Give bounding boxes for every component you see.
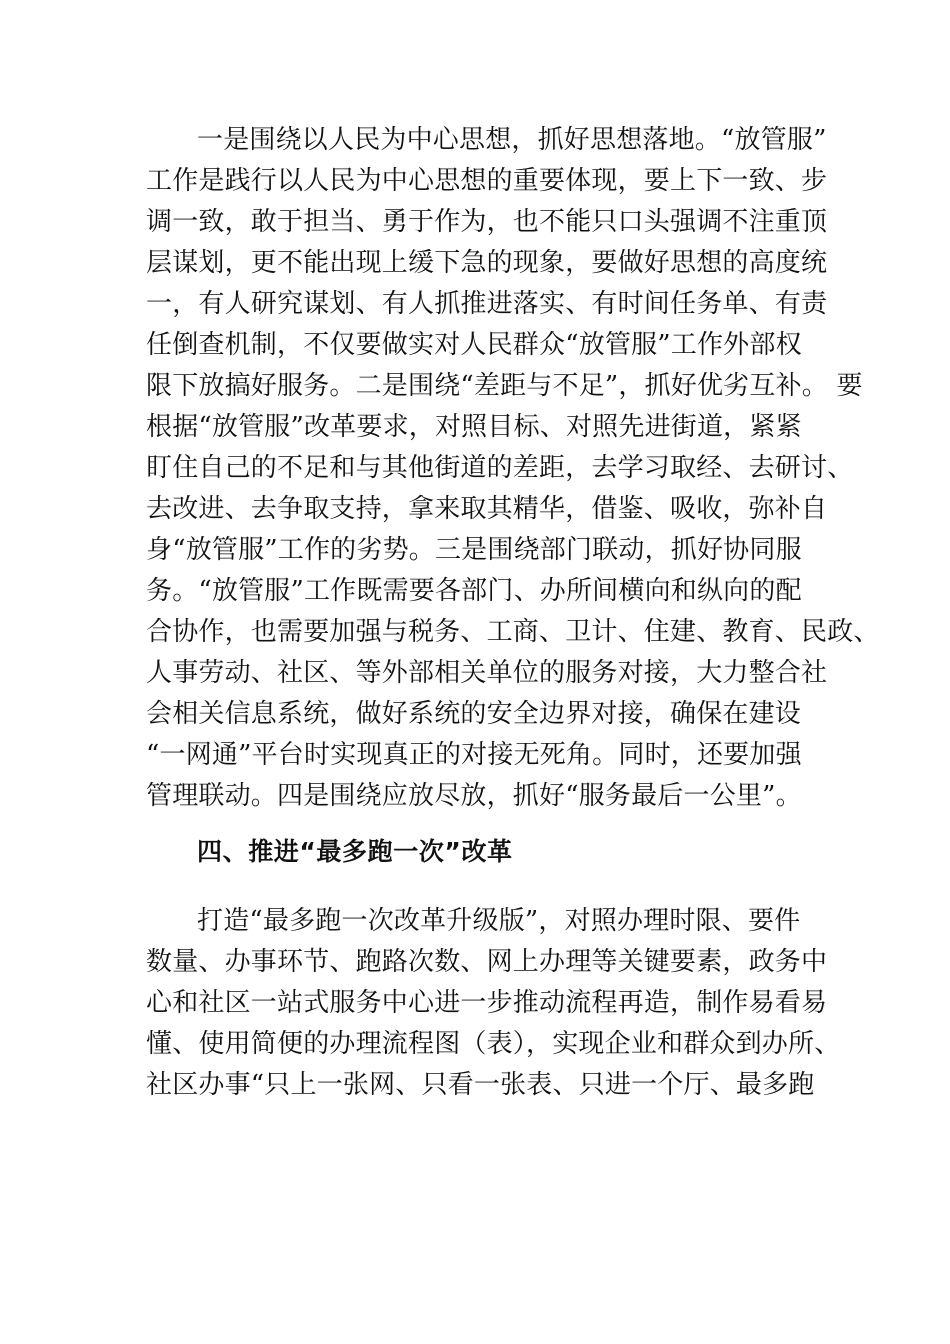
paragraph-line: 懂、使用简便的办理流程图（表），实现企业和群众到办所、 — [146, 1029, 841, 1059]
paragraph-line: 工作是践行以人民为中心思想的重要体现，要上下一致、步 — [146, 166, 828, 196]
paragraph-line: 打造“最多跑一次改革升级版”，对照办理时限、要件 — [197, 906, 801, 936]
paragraph-line: 限下放搞好服务。二是围绕“差距与不足”，抓好优劣互补。 要 — [146, 371, 863, 401]
paragraph-line: 数量、办事环节、跑路次数、网上办理等关键要素，政务中 — [146, 947, 828, 977]
paragraph-line: 任倒查机制，不仅要做实对人民群众“放管服”工作外部权 — [146, 330, 802, 360]
paragraph-line: 一，有人研究谋划、有人抓推进落实、有时间任务单、有责 — [146, 289, 828, 319]
paragraph-line: 务。“放管服”工作既需要各部门、办所间横向和纵向的配 — [146, 576, 802, 606]
paragraph-line: 层谋划，更不能出现上缓下急的现象，要做好思想的高度统 — [146, 248, 828, 278]
paragraph-line: 根据“放管服”改革要求，对照目标、对照先进街道，紧紧 — [146, 412, 802, 442]
paragraph-line: 合协作，也需要加强与税务、工商、卫计、住建、教育、民政、 — [146, 617, 880, 647]
paragraph-line: 管理联动。四是围绕应放尽放，抓好“服务最后一公里”。 — [146, 781, 802, 811]
paragraph-line: 调一致，敢于担当、勇于作为，也不能只口头强调不注重顶 — [146, 207, 828, 237]
section-heading: 四、推进“最多跑一次”改革 — [197, 837, 513, 866]
paragraph-line: 心和社区一站式服务中心进一步推动流程再造，制作易看易 — [146, 988, 828, 1018]
paragraph-line: 一是围绕以人民为中心思想，抓好思想落地。“放管服” — [197, 125, 827, 155]
paragraph-line: 会相关信息系统，做好系统的安全边界对接，确保在建设 — [146, 699, 802, 729]
paragraph-line: 去改进、去争取支持，拿来取其精华，借鉴、吸收，弥补自 — [146, 494, 828, 524]
paragraph-line: “一网通”平台时实现真正的对接无死角。同时，还要加强 — [146, 740, 802, 770]
paragraph-line: 社区办事“只上一张网、只看一张表、只进一个厅、最多跑 — [146, 1070, 815, 1100]
paragraph-line: 身“放管服”工作的劣势。三是围绕部门联动，抓好协同服 — [146, 535, 802, 565]
paragraph-line: 人事劳动、社区、等外部相关单位的服务对接，大力整合社 — [146, 658, 828, 688]
paragraph-line: 盯住自己的不足和与其他街道的差距，去学习取经、去研讨、 — [146, 453, 854, 483]
